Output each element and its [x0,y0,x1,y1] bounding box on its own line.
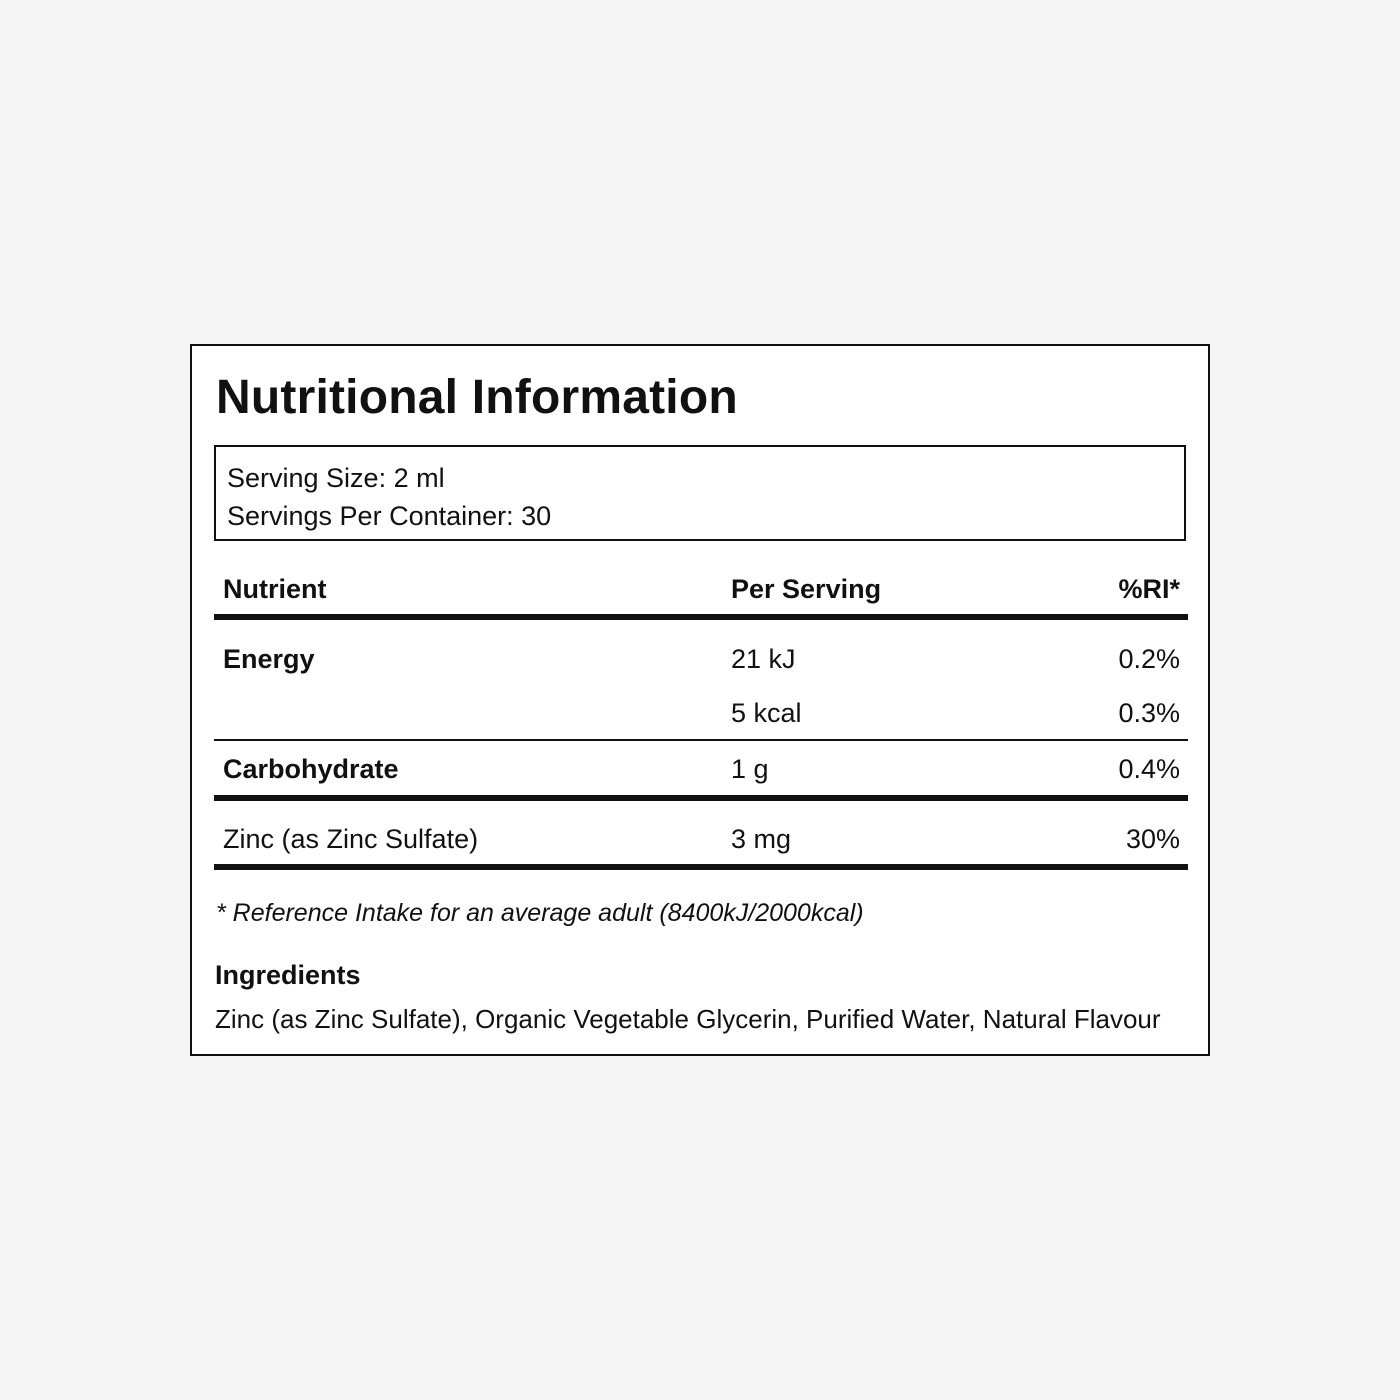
serving-size: Serving Size: 2 ml [227,463,445,493]
header-ri: %RI* [1118,574,1180,604]
row-carbohydrate-ri: 0.4% [1118,754,1180,784]
energy-divider [214,739,1188,741]
row-zinc-value: 3 mg [731,824,792,854]
header-divider [214,614,1188,620]
row-energy-nutrient: Energy [223,644,315,674]
carbohydrate-divider [214,795,1188,801]
row-carbohydrate-value: 1 g [731,754,769,784]
ingredients-text: Zinc (as Zinc Sulfate), Organic Vegetable Glycerin, Purified Water, Natural Flavour [215,1004,1161,1034]
row-carbohydrate-nutrient: Carbohydrate [223,754,399,784]
row-energy-kj-ri: 0.2% [1118,644,1180,674]
nutrition-label [190,344,1210,1056]
header-nutrient: Nutrient [223,574,327,604]
row-zinc-nutrient: Zinc (as Zinc Sulfate) [223,824,479,854]
row-energy-kcal-ri: 0.3% [1118,698,1180,728]
serving-info-box [214,445,1186,541]
row-energy-kcal-value: 5 kcal [731,698,802,728]
header-per-serving: Per Serving [731,574,882,604]
reference-intake-footnote: * Reference Intake for an average adult (8400kJ/2000kcal) [216,899,864,927]
servings-per-container: Servings Per Container: 30 [227,501,552,531]
row-energy-kj-value: 21 kJ [731,644,796,674]
row-zinc-ri: 30% [1125,824,1180,854]
label-title: Nutritional Information [216,371,738,424]
ingredients-heading: Ingredients [215,960,361,990]
table-bottom-divider [214,864,1188,870]
